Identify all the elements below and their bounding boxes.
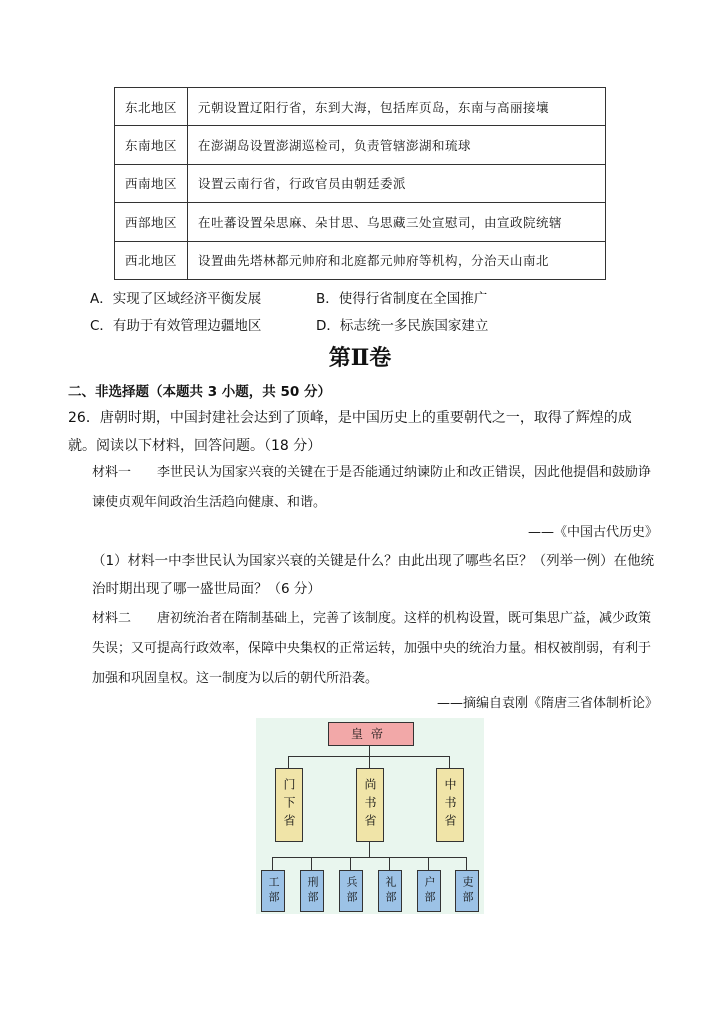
option-c: C．有助于有效管理边疆地区: [90, 318, 262, 334]
material-two: 材料二 唐初统治者在隋制基础上，完善了该制度。这样的机构设置，既可集思广益，减少政策失误；又可提高行政效率，保障中央集权的正常运转，加强中央的统治力量。相权被削弱，有利于加强和巩固皇权。这一制度为以后的朝代所沿袭。: [92, 611, 652, 686]
ministry-works-box: 工部: [261, 870, 285, 912]
connector: [311, 857, 312, 870]
emperor-box: 皇帝: [328, 722, 414, 746]
option-a: A．实现了区域经济平衡发展: [90, 291, 262, 307]
question-stem: 26．唐朝时期，中国封建社会达到了顶峰，是中国历史上的重要朝代之一，取得了辉煌的成就。阅读以下材料，回答问题。（18 分）: [68, 410, 632, 454]
ministry-war-box: 兵部: [339, 870, 363, 912]
connector: [389, 857, 390, 870]
connector: [428, 857, 429, 870]
table-row: [115, 241, 606, 279]
table-row: [115, 164, 606, 202]
connector: [466, 857, 467, 870]
ministry-justice-box: 刑部: [300, 870, 324, 912]
region-desc: 设置云南行省，行政官员由朝廷委派: [188, 164, 606, 202]
ministry-personnel-box: 吏部: [455, 870, 479, 912]
region-name: 东南地区: [115, 126, 188, 164]
connector: [350, 857, 351, 870]
ministry-revenue-box: 户部: [417, 870, 441, 912]
ministry-rites-box: 礼部: [378, 870, 402, 912]
source-one: ——《中国古代历史》: [527, 525, 658, 540]
connector: [272, 857, 466, 858]
region-desc: 元朝设置辽阳行省，东到大海，包括库页岛，东南与高丽接壤: [188, 88, 606, 126]
volume-title: 第Ⅱ卷: [328, 345, 392, 371]
region-name: 西北地区: [115, 241, 188, 279]
menxia-sheng-box: 门下省: [275, 768, 303, 842]
region-name: 西部地区: [115, 203, 188, 241]
table-row: [115, 126, 606, 164]
region-table: [114, 87, 606, 280]
option-b: B．使得行省制度在全国推广: [316, 291, 488, 307]
region-name: 东北地区: [115, 88, 188, 126]
region-desc: 在澎湖岛设置澎湖巡检司，负责管辖澎湖和琉球: [188, 126, 606, 164]
table-row: [115, 203, 606, 241]
region-name: 西南地区: [115, 164, 188, 202]
table-row: [115, 88, 606, 126]
zhongshu-sheng-box: 中书省: [436, 768, 464, 842]
connector: [369, 841, 370, 857]
connector: [449, 756, 450, 768]
connector: [272, 857, 273, 870]
three-departments-diagram: [256, 718, 484, 914]
material-one: 材料一 李世民认为国家兴衰的关键在于是否能通过纳谏防止和改正错误，因此他提倡和鼓励诤谏使贞观年间政治生活趋向健康、和谐。: [92, 465, 652, 510]
shangshu-sheng-box: 尚书省: [356, 768, 384, 842]
region-desc: 在吐蕃设置朵思麻、朵甘思、乌思藏三处宣慰司，由宣政院统辖: [188, 203, 606, 241]
region-desc: 设置曲先塔林都元帅府和北庭都元帅府等机构，分治天山南北: [188, 241, 606, 279]
option-d: D．标志统一多民族国家建立: [316, 318, 489, 334]
sub-question-one: （1）材料一中李世民认为国家兴衰的关键是什么？由此出现了哪些名臣？（列举一例）在他统治时期出现了哪一盛世局面？（6 分）: [92, 553, 655, 597]
section-title: 二、非选择题（本题共 3 小题，共 50 分）: [68, 384, 331, 400]
connector: [369, 745, 370, 756]
source-two: ——摘编自袁刚《隋唐三省体制析论》: [436, 696, 658, 711]
connector: [288, 756, 289, 768]
connector: [369, 756, 370, 768]
